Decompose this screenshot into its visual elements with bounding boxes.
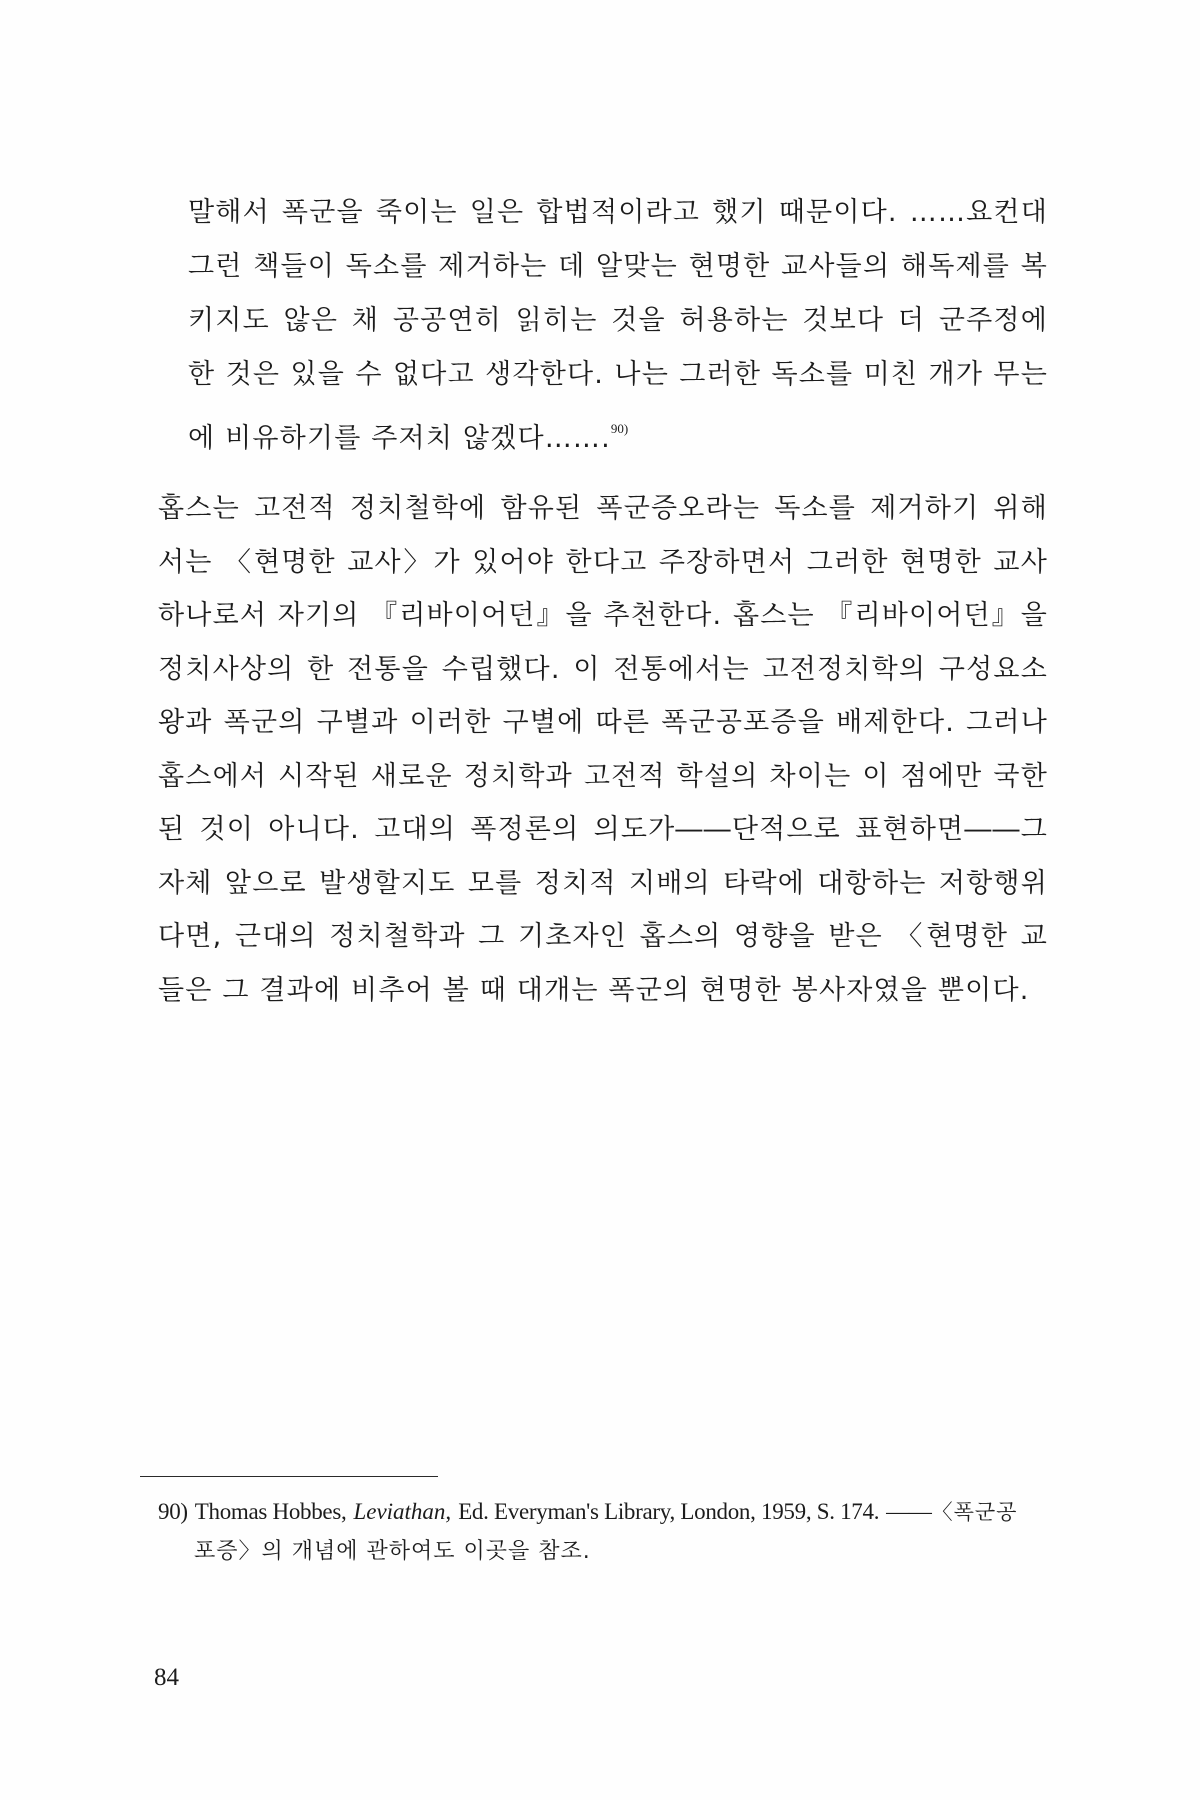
- paragraph-line: 정치사상의 한 전통을 수립했다. 이 전통에서는 고전정치학의 구성요소: [158, 653, 1048, 685]
- footnote-reference[interactable]: 90): [610, 421, 629, 436]
- paragraph-line: 왕과 폭군의 구별과 이러한 구별에 따른 폭군공포증을 배제한다. 그러나: [158, 707, 1048, 738]
- footnote-korean-tail: 〈폭군공: [931, 1500, 1018, 1524]
- footnote-line: [158, 1492, 1048, 1532]
- body-paragraph: [158, 482, 1048, 1017]
- footnote-dash: ――: [886, 1499, 932, 1524]
- footnote-title: Leviathan,: [353, 1499, 452, 1524]
- quote-line: 그런 책들이 독소를 제거하는 데 알맞는 현명한 교사들의 해독제를 복: [188, 251, 1048, 282]
- page-number: 84: [154, 1664, 179, 1691]
- block-quote: [188, 186, 1048, 456]
- quote-line: 말해서 폭군을 죽이는 일은 합법적이라고 했기 때문이다. ……요컨대: [188, 197, 1048, 228]
- paragraph-line: 서는 〈현명한 교사〉가 있어야 한다고 주장하면서 그러한 현명한 교사: [158, 546, 1048, 578]
- paragraph-line: 홉스는 고전적 정치철학에 함유된 폭군증오라는 독소를 제거하기 위해: [158, 493, 1048, 524]
- paragraph-line: 들은 그 결과에 비추어 볼 때 대개는 폭군의 현명한 봉사자였을 뿐이다.: [158, 974, 1030, 1006]
- quote-line: 키지도 않은 채 공공연히 읽히는 것을 허용하는 것보다 더 군주정에: [188, 305, 1048, 336]
- footnote-citation: Ed. Everyman's Library, London, 1959, S. 174.: [458, 1499, 880, 1524]
- paragraph-line: 다면, 근대의 정치철학과 그 기초자인 홉스의 영향을 받은 〈현명한 교: [158, 921, 1048, 952]
- quote-line: 한 것은 있을 수 없다고 생각한다. 나는 그러한 독소를 미친 개가 무는: [188, 359, 1048, 390]
- paragraph-line: 홉스에서 시작된 새로운 정치학과 고전적 학설의 차이는 이 점에만 국한: [158, 760, 1048, 792]
- footnote-divider: [140, 1476, 438, 1477]
- footnote-author: Thomas Hobbes,: [194, 1499, 347, 1524]
- footnote: [158, 1492, 1048, 1572]
- paragraph-line: 하나로서 자기의 『리바이어던』을 추천한다. 홉스는 『리바이어던』을: [158, 600, 1048, 631]
- quote-last-line: [188, 402, 1048, 456]
- quote-line: 에 비유하기를 주저치 않겠다…….: [188, 423, 611, 454]
- footnote-number: 90): [158, 1499, 188, 1524]
- paragraph-line: 된 것이 아니다. 고대의 폭정론의 의도가――단적으로 표현하면――그: [158, 814, 1048, 845]
- footnote-line-2: 포증〉의 개념에 관하여도 이곳을 참조.: [194, 1539, 591, 1564]
- paragraph-line: 자체 앞으로 발생할지도 모를 정치적 지배의 타락에 대항하는 저항행위: [158, 867, 1048, 899]
